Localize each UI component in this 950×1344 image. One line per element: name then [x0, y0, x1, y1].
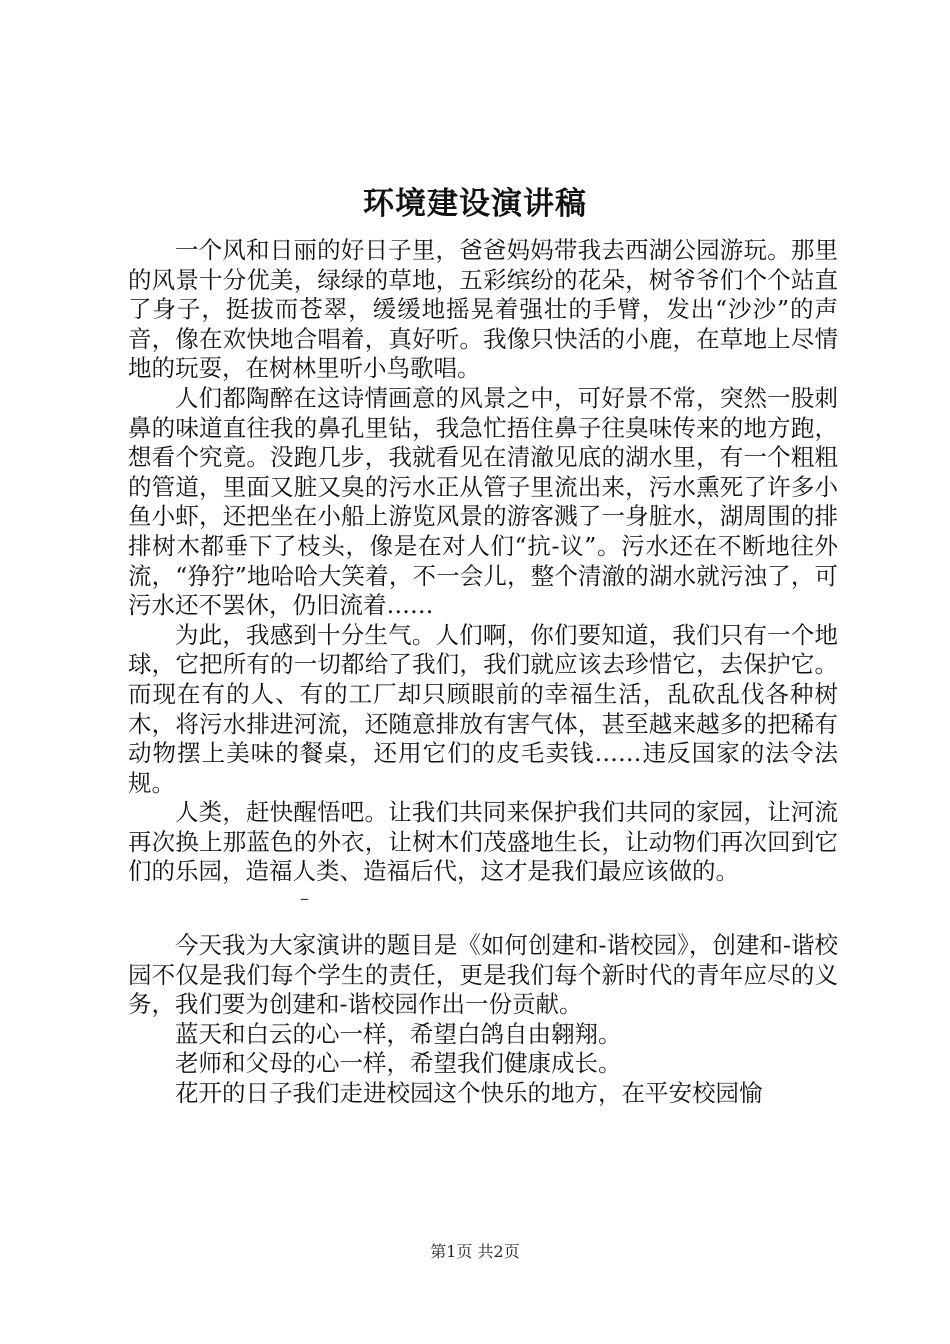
paragraph-3: 为此，我感到十分生气。人们啊，你们要知道，我们只有一个地球，它把所有的一切都给了我们，我们就应该去珍惜它，去保护它。而现在有的人、有的工厂却只顾眼前的幸福生活，乱砍乱伐各种树木，将污水排进河流，还随意排放有害气体，甚至越来越多的把稀有动物摆上美味的餐桌，还用它们的皮毛卖钱……违反国家的法令法规。	[128, 620, 838, 797]
paragraph-4: 人类，赶快醒悟吧。让我们共同来保护我们共同的家园，让河流再次换上那蓝色的外衣，让树木们茂盛地生长，让动物们再次回到它们的乐园，造福人类、造福后代，这才是我们最应该做的。	[128, 798, 838, 886]
paragraph-1: 一个风和日丽的好日子里，爸爸妈妈带我去西湖公园游玩。那里的风景十分优美，绿绿的草地，五彩缤纷的花朵，树爷爷们个个站直了身子，挺拔而苍翠，缓缓地摇晃着强壮的手臂，发出“沙沙”的声音，像在欢快地合唱着，真好听。我像只快活的小鹿，在草地上尽情地的玩耍，在树林里听小鸟歌唱。	[128, 236, 838, 383]
page-footer: 第1页 共2页	[430, 1242, 520, 1261]
paragraph-2: 人们都陶醉在这诗情画意的风景之中，可好景不常，突然一股刺鼻的味道直往我的鼻孔里钻，我急忙捂住鼻子往臭味传来的地方跑，想看个究竟。没跑几步，我就看见在清澈见底的湖水里，有一个粗粗的管道，里面又脏又臭的污水正从管子里流出来，污水熏死了许多小鱼小虾，还把坐在小船上游览风景的游客溅了一身脏水，湖周围的排排树木都垂下了枝头，像是在对人们“抗-议”。污水还在不断地往外流，“狰狞”地哈哈大笑着，不一会儿，整个清澈的湖水就污浊了，可污水还不罢休，仍旧流着……	[128, 383, 838, 620]
paragraph-6: 蓝天和白云的心一样，希望白鸽自由翱翔。	[175, 1019, 622, 1048]
paragraph-8: 花开的日子我们走进校园这个快乐的地方，在平安校园愉	[175, 1079, 763, 1108]
section-separator: –	[300, 888, 309, 910]
page-title: 环境建设演讲稿	[363, 186, 587, 222]
document-body	[128, 236, 838, 1109]
paragraph-7: 老师和父母的心一样，希望我们健康成长。	[175, 1049, 622, 1078]
paragraph-5: 今天我为大家演讲的题目是《如何创建和-谐校园》，创建和-谐校园不仅是我们每个学生的责任，更是我们每个新时代的青年应尽的义务，我们要为创建和-谐校园作出一份贡献。	[128, 931, 838, 1019]
